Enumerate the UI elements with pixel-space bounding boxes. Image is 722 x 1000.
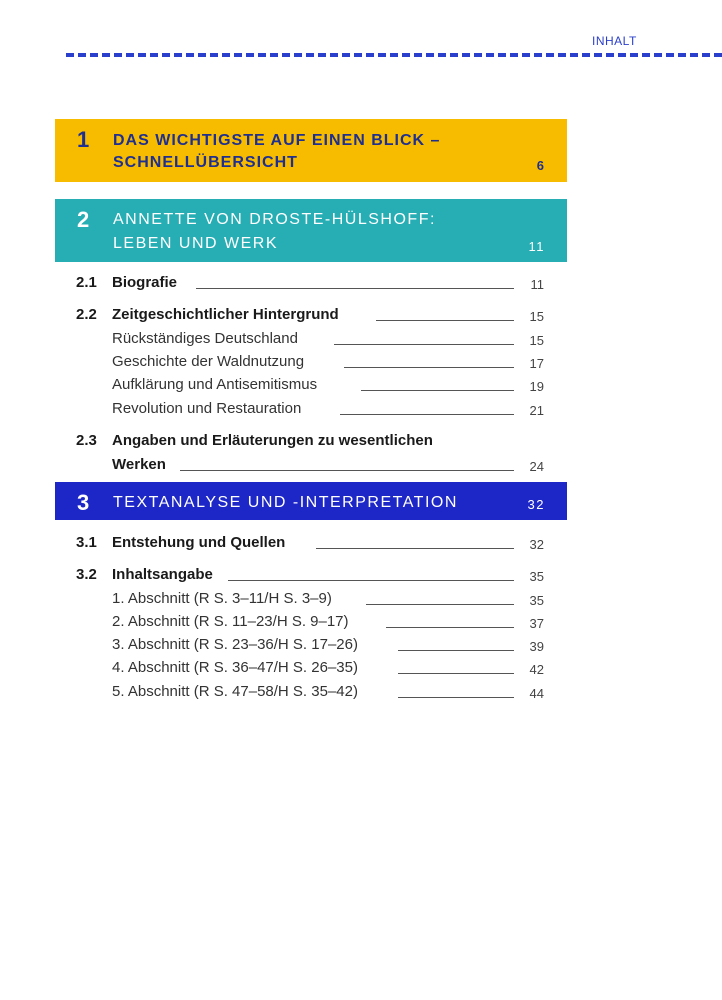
chapter-page-number: 32 xyxy=(527,497,545,512)
entry-title: Zeitgeschichtlicher Hintergrund xyxy=(112,306,345,323)
section-number: 3.1 xyxy=(76,534,97,551)
leader-line xyxy=(366,604,514,605)
entry-title-continued: Werken xyxy=(112,456,172,473)
entry-title: 4. Abschnitt (R S. 36–47/H S. 26–35) xyxy=(112,659,364,676)
header-dashed-rule xyxy=(66,53,722,57)
leader-line xyxy=(398,697,514,698)
toc-entry-2-3-continued[interactable] xyxy=(76,456,544,478)
chapter-number: 3 xyxy=(77,490,91,515)
entry-title: 2. Abschnitt (R S. 11–23/H S. 9–17) xyxy=(112,613,355,630)
running-header: INHALT xyxy=(592,34,637,48)
page-number: 32 xyxy=(529,537,544,552)
entry-title: Aufklärung und Antisemitismus xyxy=(112,376,323,393)
entry-title: Biografie xyxy=(112,274,183,291)
section-number: 3.2 xyxy=(76,566,97,583)
toc-subentry[interactable] xyxy=(76,636,544,658)
toc-entry-3-2[interactable] xyxy=(76,566,544,588)
page-number: 15 xyxy=(529,309,544,324)
chapter-page-number: 11 xyxy=(528,239,545,254)
section-number: 2.1 xyxy=(76,274,97,291)
page-number: 42 xyxy=(529,662,544,677)
chapter-title-line1: TEXTANALYSE UND -INTERPRETATION xyxy=(113,494,458,511)
entry-title: 3. Abschnitt (R S. 23–36/H S. 17–26) xyxy=(112,636,364,653)
leader-line xyxy=(344,367,514,368)
leader-line xyxy=(316,548,514,549)
leader-line xyxy=(398,673,514,674)
page-number: 17 xyxy=(529,356,544,371)
chapter-title-line2: LEBEN UND WERK xyxy=(113,235,279,252)
leader-line xyxy=(398,650,514,651)
entry-title: Geschichte der Waldnutzung xyxy=(112,353,310,370)
page-number: 11 xyxy=(530,277,544,292)
entry-title: Angaben und Erläuterungen zu wesentlichen xyxy=(112,432,439,449)
toc-subentry[interactable] xyxy=(76,683,544,705)
chapter-number: 1 xyxy=(77,127,91,152)
page-number: 24 xyxy=(529,459,544,474)
section-number: 2.3 xyxy=(76,432,97,449)
chapter-page-number: 6 xyxy=(536,158,545,173)
chapter-number: 2 xyxy=(77,207,91,232)
toc-entry-2-1[interactable] xyxy=(76,274,544,296)
toc-entry-2-2[interactable] xyxy=(76,306,544,328)
leader-line xyxy=(196,288,514,289)
page-number: 35 xyxy=(529,569,544,584)
chapter-2-heading[interactable] xyxy=(55,199,567,262)
toc-subentry[interactable] xyxy=(76,376,544,398)
toc-subentry[interactable] xyxy=(76,590,544,612)
chapter-title-line1: DAS WICHTIGSTE AUF EINEN BLICK – xyxy=(113,132,441,149)
entry-title: 5. Abschnitt (R S. 47–58/H S. 35–42) xyxy=(112,683,364,700)
chapter-title-line1: ANNETTE VON DROSTE-HÜLSHOFF: xyxy=(113,211,436,228)
chapter-1-heading[interactable] xyxy=(55,119,567,182)
toc-subentry[interactable] xyxy=(76,400,544,422)
entry-title: Rückständiges Deutschland xyxy=(112,330,304,347)
section-number: 2.2 xyxy=(76,306,97,323)
toc-subentry[interactable] xyxy=(76,659,544,681)
entry-title: Inhaltsangabe xyxy=(112,566,219,583)
page-number: 21 xyxy=(529,403,544,418)
toc-subentry[interactable] xyxy=(76,613,544,635)
leader-line xyxy=(376,320,514,321)
page-number: 44 xyxy=(529,686,544,701)
toc-subentry[interactable] xyxy=(76,330,544,352)
page-number: 35 xyxy=(529,593,544,608)
leader-line xyxy=(180,470,514,471)
chapter-title-line2: SCHNELLÜBERSICHT xyxy=(113,154,298,171)
toc-entry-3-1[interactable] xyxy=(76,534,544,556)
leader-line xyxy=(228,580,514,581)
toc-subentry[interactable] xyxy=(76,353,544,375)
leader-line xyxy=(334,344,514,345)
toc-entry-2-3[interactable] xyxy=(76,432,544,454)
entry-title: 1. Abschnitt (R S. 3–11/H S. 3–9) xyxy=(112,590,338,607)
leader-line xyxy=(340,414,514,415)
leader-line xyxy=(361,390,514,391)
page-number: 39 xyxy=(529,639,544,654)
entry-title: Revolution und Restauration xyxy=(112,400,307,417)
page-number: 37 xyxy=(529,616,544,631)
page-number: 19 xyxy=(529,379,544,394)
page-number: 15 xyxy=(529,333,544,348)
chapter-3-heading[interactable] xyxy=(55,482,567,520)
leader-line xyxy=(386,627,514,628)
entry-title: Entstehung und Quellen xyxy=(112,534,291,551)
